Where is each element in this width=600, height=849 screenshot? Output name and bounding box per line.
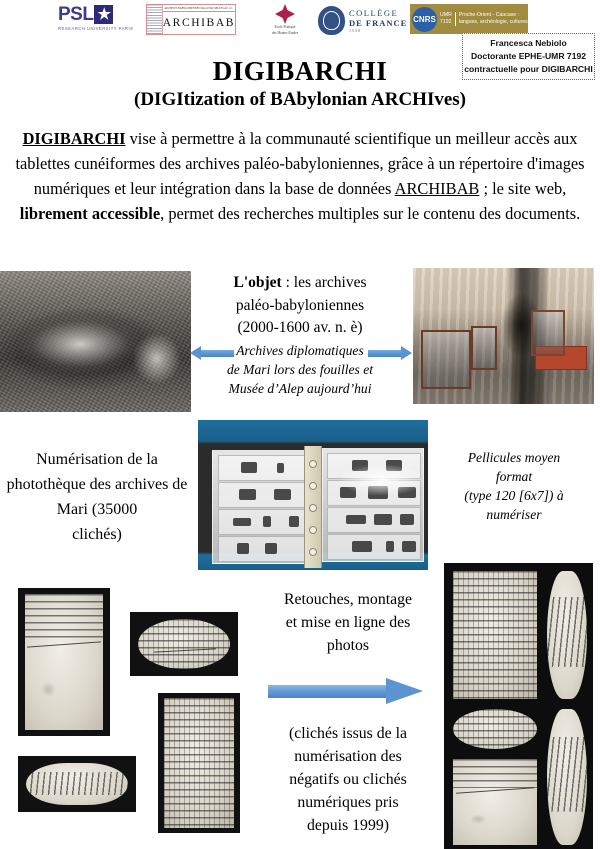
tablet-composite-photo xyxy=(444,563,593,849)
cdf-line3: 1530 xyxy=(349,27,361,33)
intro-part2: ; le site web, xyxy=(479,179,567,198)
digitization-line3: Mari (35000 xyxy=(56,501,138,518)
composite-tablet-edge xyxy=(547,571,587,699)
source-note-line1: (clichés issus de la xyxy=(288,725,407,742)
tablet-photo-oval xyxy=(130,612,238,676)
retouch-line3: photos xyxy=(326,637,370,654)
negative-sleeve xyxy=(327,534,421,560)
arrow-right-large-icon xyxy=(268,678,423,704)
negatives-binder-photo xyxy=(198,420,428,570)
archibab-logo xyxy=(146,4,236,35)
digitization-line4: clichés) xyxy=(72,526,122,543)
source-note-line4: numériques pris xyxy=(297,794,399,811)
composite-tablet-edge2 xyxy=(547,709,587,845)
archibab-wordmark: ARCHIBAB xyxy=(162,17,235,29)
cnrs-desc-line2: langues, archéologie, cultures xyxy=(458,19,528,25)
psl-wordmark xyxy=(58,4,132,25)
intro-database-name: ARCHIBAB xyxy=(394,179,480,198)
digitization-line2: photothèque des archives de xyxy=(6,476,188,493)
film-line3: (type 120 [6x7]) à xyxy=(464,488,564,503)
composite-tablet-reverse xyxy=(453,759,537,845)
tablet-photo-reverse xyxy=(158,693,240,833)
object-caption-line2: de Mari lors des fouilles et xyxy=(226,362,374,377)
negative-sleeve xyxy=(327,507,421,533)
psl-subtitle: RESEARCH UNIVERSITY PARIS xyxy=(58,26,134,31)
intro-part1: vise à permettre à la communauté scientifique un meilleur accès aux tablettes cunéiformes des archives paléo-babyloniennes, grâce à un répertoire d'images numériques et leur intégration dans la base de données xyxy=(15,129,585,198)
digitization-line1: Numérisation de la xyxy=(36,451,158,468)
author-name: Francesca Nebiolo xyxy=(490,38,567,48)
film-line2: format xyxy=(495,469,533,484)
cnrs-umr-number xyxy=(440,12,456,26)
tablet-photo-edge xyxy=(18,756,136,812)
source-note-line5: depuis 1999) xyxy=(306,817,390,834)
intro-paragraph xyxy=(12,126,588,226)
leaning-frame xyxy=(531,310,565,356)
display-case xyxy=(421,330,471,389)
cdf-line1: COLLÈGE xyxy=(349,7,399,18)
object-heading-line3: (2000-1600 av. n. è) xyxy=(237,319,363,336)
arrow-left-icon xyxy=(190,346,234,361)
composite-tablet-oval xyxy=(453,709,537,749)
object-caption-line3: Musée d’Alep aujourd’hui xyxy=(228,381,372,396)
source-note-line2: numérisation des xyxy=(294,748,402,765)
psl-logo xyxy=(58,4,132,36)
author-role: Doctorante EPHE-UMR 7192 xyxy=(470,51,587,61)
intro-part3: , permet des recherches multiples sur le contenu des documents. xyxy=(160,204,581,223)
film-line1: Pellicules moyen xyxy=(467,450,561,465)
glare-highlight xyxy=(341,465,423,495)
negative-sleeve xyxy=(218,482,316,508)
college-de-france-logo xyxy=(318,4,422,36)
retouch-text xyxy=(258,588,438,657)
archibab-tagline: ARCHIVES BABYLONIENNES XXe-XVIIe SIECLES AV. J.-C. xyxy=(164,7,234,10)
tablet-photo-obverse xyxy=(18,588,110,736)
cuneiform-glyph-icon xyxy=(147,5,163,34)
binder-page-right xyxy=(322,448,424,562)
film-format-text xyxy=(436,448,592,524)
page-title: DIGIBARCHI xyxy=(212,56,388,86)
intro-lead: DIGIBARCHI xyxy=(22,129,126,148)
object-heading xyxy=(196,272,404,340)
film-line4: numériser xyxy=(486,507,542,522)
display-case xyxy=(471,326,497,370)
cnrs-desc-line1: Proche-Orient - Caucase : xyxy=(458,12,520,18)
ephe-label-line1: Ecole Pratique xyxy=(274,25,296,29)
intro-emphasis: librement accessible xyxy=(19,204,161,223)
cnrs-emblem-icon: CNRS xyxy=(412,7,437,32)
cnrs-logo xyxy=(410,4,528,34)
excavation-photo xyxy=(0,271,191,412)
ephe-label-line2: des Hautes Etudes xyxy=(271,31,299,35)
negative-sleeve xyxy=(218,455,316,481)
cnrs-umr-line2: 7192 xyxy=(440,19,452,25)
ephe-cross-icon xyxy=(275,4,295,24)
source-note-line3: négatifs ou clichés xyxy=(289,771,407,788)
negative-sleeve xyxy=(218,509,316,535)
retouch-line1: Retouches, montage xyxy=(283,591,413,608)
object-heading-line2: paléo-babyloniennes xyxy=(235,296,365,314)
negative-sleeve xyxy=(218,536,316,562)
retouch-line2: et mise en ligne des xyxy=(285,614,411,631)
object-heading-rest: : les archives xyxy=(281,274,367,291)
cnrs-description xyxy=(456,12,528,26)
ephe-logo xyxy=(262,4,308,36)
cdf-line2: DE FRANCE xyxy=(349,17,408,28)
object-caption-line1: Archives diplomatiques xyxy=(236,343,364,358)
composite-tablet-obverse xyxy=(453,571,537,699)
psl-text: PSL xyxy=(58,4,94,25)
star-icon: ★ xyxy=(94,5,113,24)
object-heading-bold: L'objet xyxy=(233,274,282,291)
page-subtitle: (DIGItization of BAbylonian ARCHIves) xyxy=(134,89,466,110)
digitization-left-text xyxy=(0,447,208,547)
seal-icon xyxy=(318,6,345,35)
source-note-text xyxy=(258,722,438,837)
author-affiliation: contractuelle pour DIGIBARCHI xyxy=(464,64,593,74)
arrow-right-icon xyxy=(368,346,412,361)
aleppo-museum-photo xyxy=(413,268,594,404)
cnrs-umr-line1: UMR xyxy=(440,12,452,18)
